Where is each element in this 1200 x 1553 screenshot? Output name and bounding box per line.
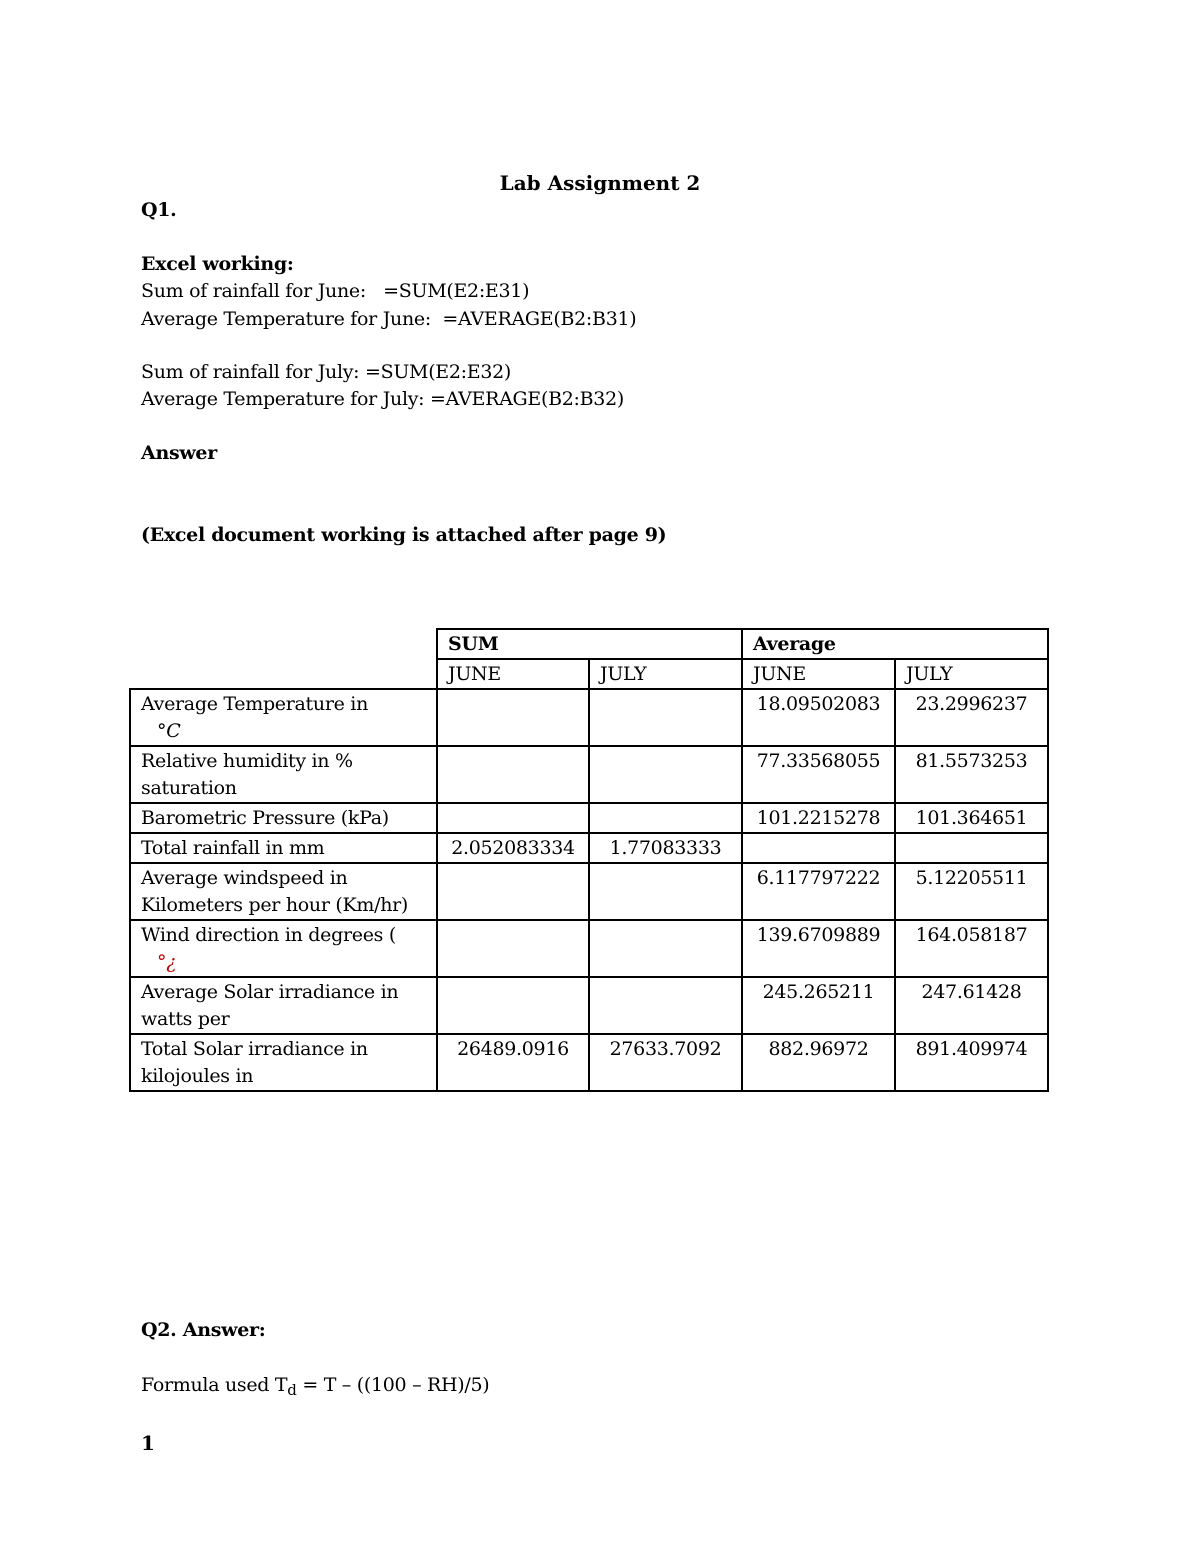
results-table [129, 628, 1049, 1092]
cell-value: 5.12205511 [895, 863, 1048, 920]
cell-value [437, 977, 589, 1034]
cell-value: 247.61428 [895, 977, 1048, 1034]
q2-formula: Formula used $T_d = T - ((100 - RH)/5)$ [141, 1374, 490, 1399]
degree-marker: °¿ [157, 951, 177, 973]
cell-value: 1.77083333 [589, 833, 742, 863]
cell-value [589, 977, 742, 1034]
cell-value: 139.6709889 [742, 920, 895, 977]
q1-label: Q1. [141, 199, 177, 221]
group-header-average: Average [742, 629, 1048, 659]
cell-value: 164.058187 [895, 920, 1048, 977]
attachment-note: (Excel document working is attached after page 9) [141, 524, 667, 546]
table-sub-header-row [130, 659, 1048, 689]
cell-value [589, 803, 742, 833]
sub-header-sum-june: JUNE [437, 659, 589, 689]
table-corner [130, 659, 437, 689]
sub-header-sum-july: JULY [589, 659, 742, 689]
formula-line-avg-june: Average Temperature for June: =AVERAGE(B2:B31) [141, 308, 637, 330]
sub-header-avg-july: JULY [895, 659, 1048, 689]
row-label: Barometric Pressure (kPa) [130, 803, 437, 833]
cell-value [437, 746, 589, 803]
row-label: Total rainfall in mm [130, 833, 437, 863]
row-label: Average Solar irradiance in watts per [130, 977, 437, 1034]
formula-line-sum-june: Sum of rainfall for June: =SUM(E2:E31) [141, 280, 530, 302]
q2-heading: Q2. Answer: [141, 1319, 266, 1341]
cell-value: 77.33568055 [742, 746, 895, 803]
cell-value: 101.364651 [895, 803, 1048, 833]
cell-value [437, 803, 589, 833]
cell-value: 23.2996237 [895, 689, 1048, 746]
cell-value: 891.409974 [895, 1034, 1048, 1091]
table-group-header-row [130, 629, 1048, 659]
cell-value: 6.117797222 [742, 863, 895, 920]
formula-line-sum-july: Sum of rainfall for July: =SUM(E2:E32) [141, 361, 512, 383]
table-row [130, 977, 1048, 1034]
answer-label: Answer [141, 442, 217, 464]
cell-value [742, 833, 895, 863]
table-row [130, 920, 1048, 977]
cell-value [589, 920, 742, 977]
cell-value: 26489.0916 [437, 1034, 589, 1091]
cell-value: 245.265211 [742, 977, 895, 1034]
formula-line-avg-july: Average Temperature for July: =AVERAGE(B2:B32) [141, 388, 624, 410]
cell-value [589, 689, 742, 746]
row-label: Average Temperature in °C [130, 689, 437, 746]
row-label: Total Solar irradiance in kilojoules in [130, 1034, 437, 1091]
page-title: Lab Assignment 2 [499, 171, 701, 195]
table-row [130, 746, 1048, 803]
group-header-sum: SUM [437, 629, 742, 659]
table-row [130, 689, 1048, 746]
table-corner [130, 629, 437, 659]
row-label: Relative humidity in % saturation [130, 746, 437, 803]
cell-value [589, 863, 742, 920]
cell-value: 882.96972 [742, 1034, 895, 1091]
cell-value: 27633.7092 [589, 1034, 742, 1091]
cell-value [437, 920, 589, 977]
cell-value: 2.052083334 [437, 833, 589, 863]
cell-value [437, 689, 589, 746]
table-row [130, 803, 1048, 833]
cell-value [895, 833, 1048, 863]
cell-value: 18.09502083 [742, 689, 895, 746]
row-label: Average windspeed in Kilometers per hour (Km/hr) [130, 863, 437, 920]
cell-value [437, 863, 589, 920]
table-row [130, 1034, 1048, 1091]
cell-value [589, 746, 742, 803]
table-row [130, 833, 1048, 863]
sub-header-avg-june: JUNE [742, 659, 895, 689]
cell-value: 81.5573253 [895, 746, 1048, 803]
row-label: Wind direction in degrees ( °¿ [130, 920, 437, 977]
table-row [130, 863, 1048, 920]
cell-value: 101.2215278 [742, 803, 895, 833]
excel-working-heading: Excel working: [141, 253, 294, 275]
page-number: 1 [141, 1431, 155, 1455]
